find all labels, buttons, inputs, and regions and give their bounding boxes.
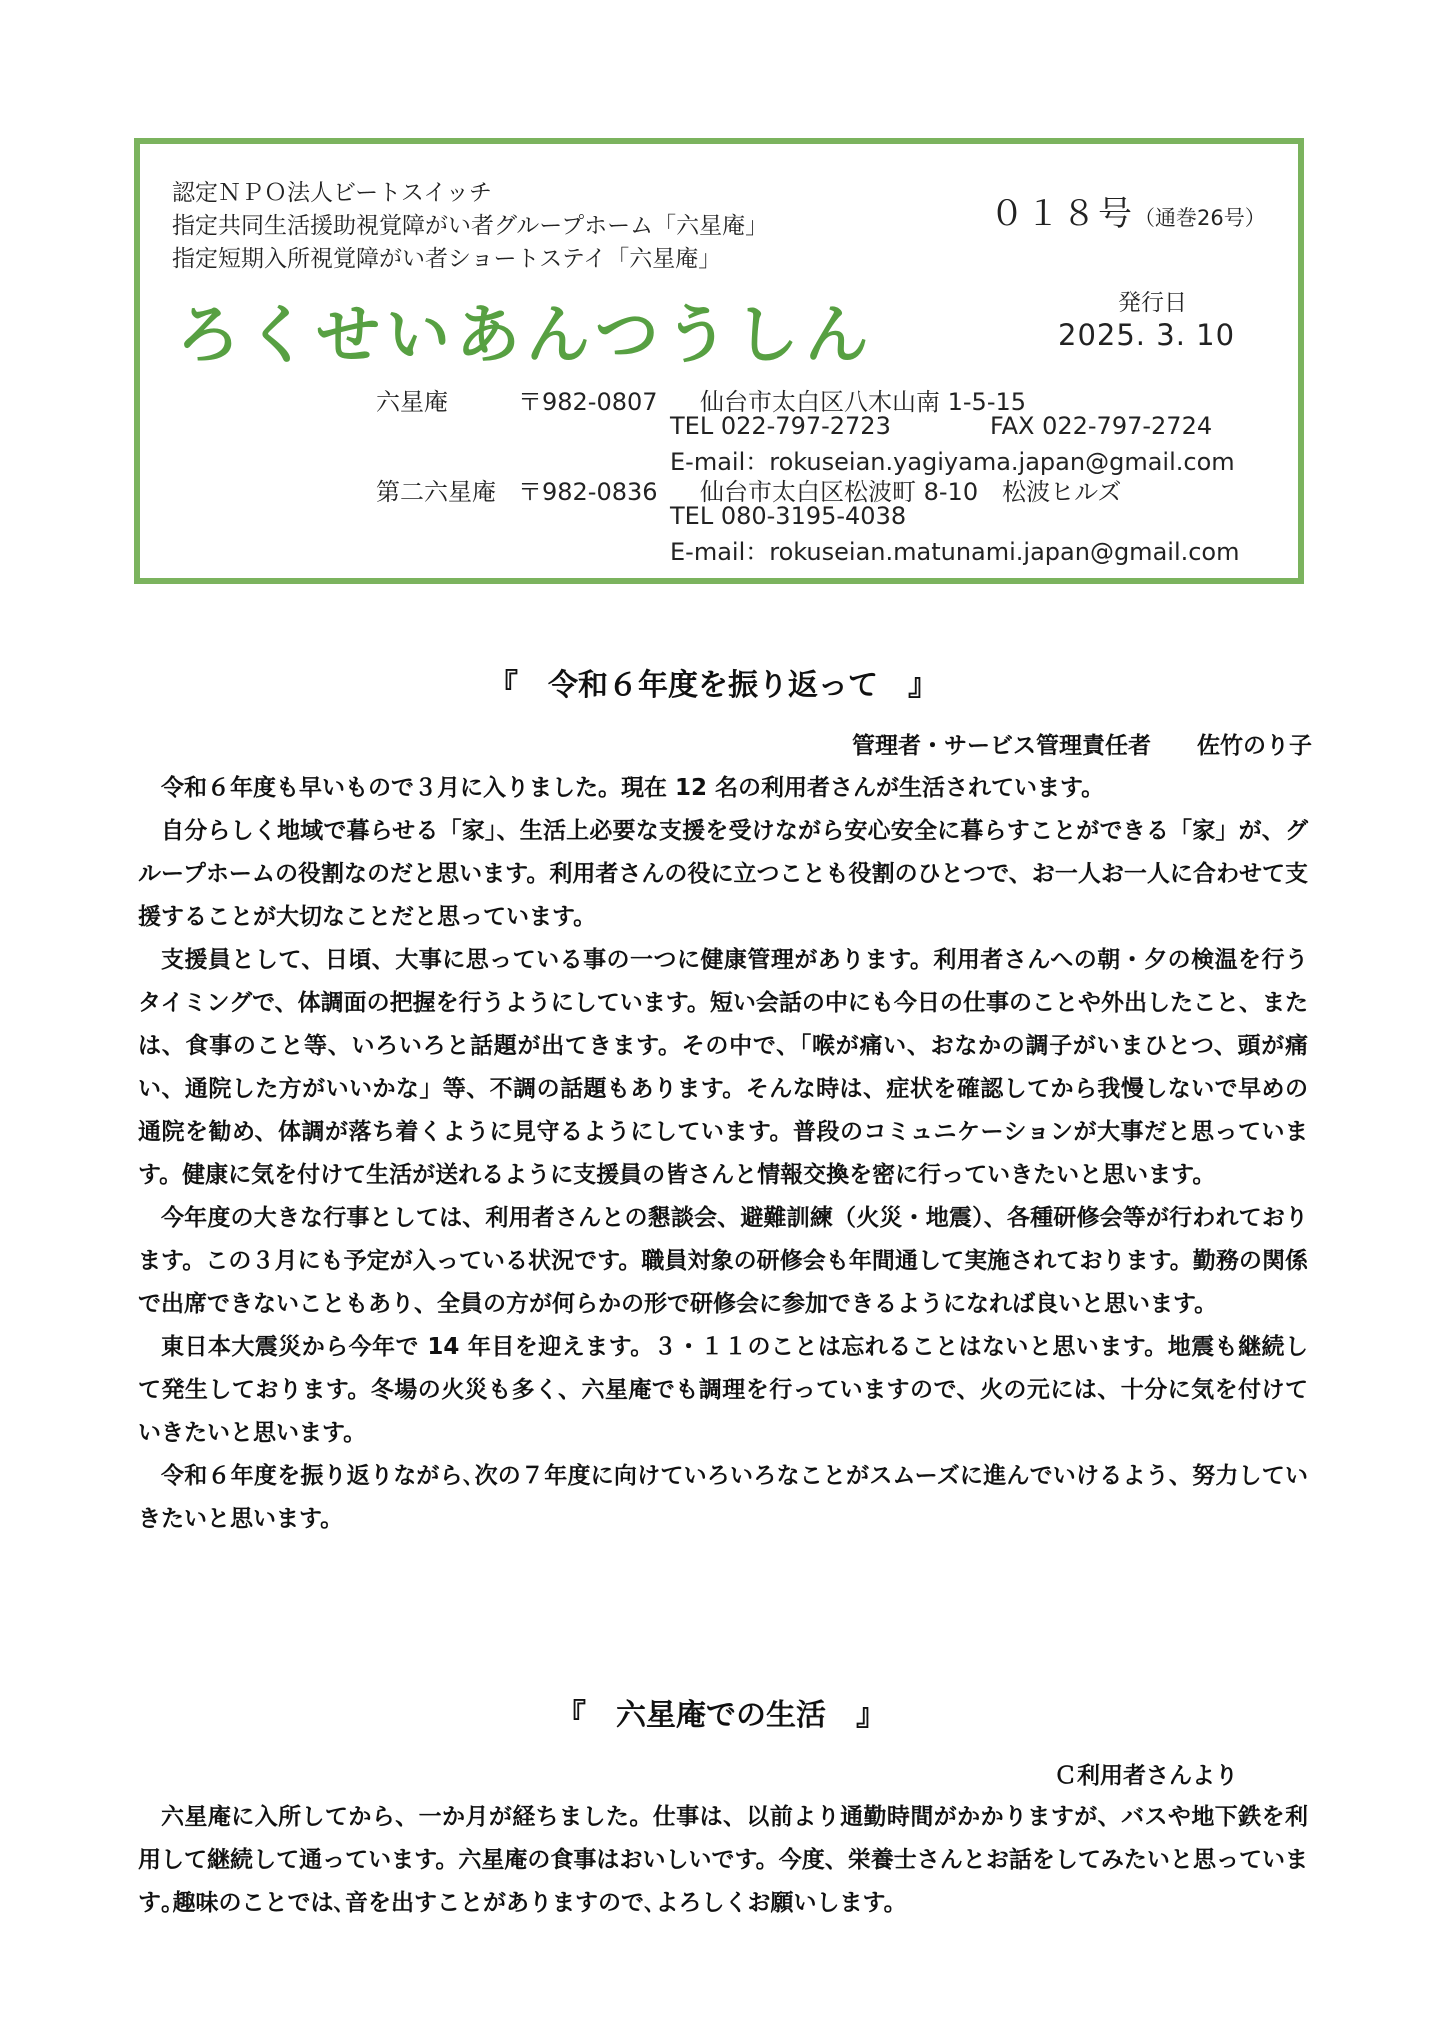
issue-date-label: 発行日 (1118, 290, 1187, 316)
article-1-author: 管理者・サービス管理責任者 佐竹のり子 (852, 733, 1312, 759)
article-1-paragraph: 東日本大震災から今年で 14 年目を迎えます。３・１１のことは忘れることはないと思います。地震も継続して発生しております。冬場の火災も多く、六星庵でも調理を行っていますので、火の元には、十分に気を付けていきたいと思います。 (138, 1334, 1308, 1446)
article-2-paragraph: 六星庵に入所してから、一か月が経ちました。仕事は、以前より通勤時間がかかりますが、バスや地下鉄を利用して継続して通っています。六星庵の食事はおいしいです。今度、栄養士さんとお話をしてみたいと思っています｡趣味のことでは､音を出すことがありますので､よろしくお願いします。 (138, 1804, 1308, 1916)
facility-2-address: 仙台市太白区松波町 8-10 松波ヒルズ (700, 478, 1122, 506)
article-1-title: 『 令和６年度を振り返って 』 (488, 668, 938, 703)
facility-1-address: 仙台市太白区八木山南 1-5-15 (700, 388, 1027, 416)
article-2-title: 『 六星庵での生活 』 (556, 1698, 886, 1733)
article-2-body (138, 1796, 1308, 1925)
org-grouphome-line: 指定共同生活援助視覚障がい者グループホーム「六星庵」 (172, 213, 769, 239)
article-1-paragraph: 令和６年度も早いもので３月に入りました。現在 12 名の利用者さんが生活されています。 (161, 775, 1105, 801)
article-1-paragraph: 令和６年度を振り返りながら､次の７年度に向けていろいろなことがスムーズに進んでいけるよう、努力していきたいと思います。 (138, 1463, 1308, 1532)
newsletter-masthead: ろくせいあんつうしん (176, 299, 875, 373)
facility-2-name: 第二六星庵 (376, 478, 496, 506)
org-shortstay-line: 指定短期入所視覚障がい者ショートステイ「六星庵」 (172, 246, 722, 272)
article-1-paragraph: 支援員として、日頃、大事に思っている事の一つに健康管理があります。利用者さんへの朝・夕の検温を行うタイミングで、体調面の把握を行うようにしています。短い会話の中にも今日の仕事のことや外出したこと、または、食事のこと等、いろいろと話題が出てきます。その中で、「喉が痛い、おなかの調子がいまひとつ、頭が痛い、通院した方がいいかな」等、不調の話題もあります。そんな時は、症状を確認してから我慢しないで早めの通院を勧め、体調が落ち着くように見守るようにしています。普段のコミュニケーションが大事だと思っています。健康に気を付けて生活が送れるように支援員の皆さんと情報交換を密に行っていきたいと思います。 (138, 947, 1308, 1188)
facility-1-email: E-mail：rokuseian.yagiyama.japan@gmail.com (670, 448, 1235, 476)
facility-1-postal: 〒982-0807 (518, 388, 658, 416)
issue-number (990, 186, 1266, 235)
article-1-body (138, 767, 1308, 1541)
facility-2-phone: TEL 080-3195-4038 (670, 502, 907, 530)
issue-date: 2025. 3. 10 (1058, 318, 1236, 352)
facility-2-postal: 〒982-0836 (518, 478, 658, 506)
article-2-author: Ｃ利用者さんより (1054, 1763, 1238, 1789)
facility-1-phone: TEL 022-797-2723 (670, 412, 891, 440)
facility-2-email: E-mail：rokuseian.matunami.japan@gmail.com (670, 538, 1240, 566)
article-1-paragraph: 自分らしく地域で暮らせる「家」、生活上必要な支援を受けながら安心安全に暮らすことができる「家」が、グループホームの役割なのだと思います。利用者さんの役に立つことも役割のひとつで、お一人お一人に合わせて支援することが大切なことだと思っています。 (138, 818, 1308, 930)
article-1-paragraph: 今年度の大きな行事としては、利用者さんとの懇談会、避難訓練（火災・地震）、各種研修会等が行われております。この３月にも予定が入っている状況です。職員対象の研修会も年間通して実施されております。勤務の関係で出席できないこともあり、全員の方が何らかの形で研修会に参加できるようになれば良いと思います。 (138, 1205, 1308, 1317)
facility-1-fax: FAX 022-797-2724 (990, 412, 1213, 440)
facility-1-name: 六星庵 (376, 388, 448, 416)
issue-total: （通巻26号） (1134, 206, 1266, 230)
issue-number-main: ０１８号 (990, 194, 1134, 234)
org-name: 認定ＮＰＯ法人ビートスイッチ (172, 180, 492, 206)
